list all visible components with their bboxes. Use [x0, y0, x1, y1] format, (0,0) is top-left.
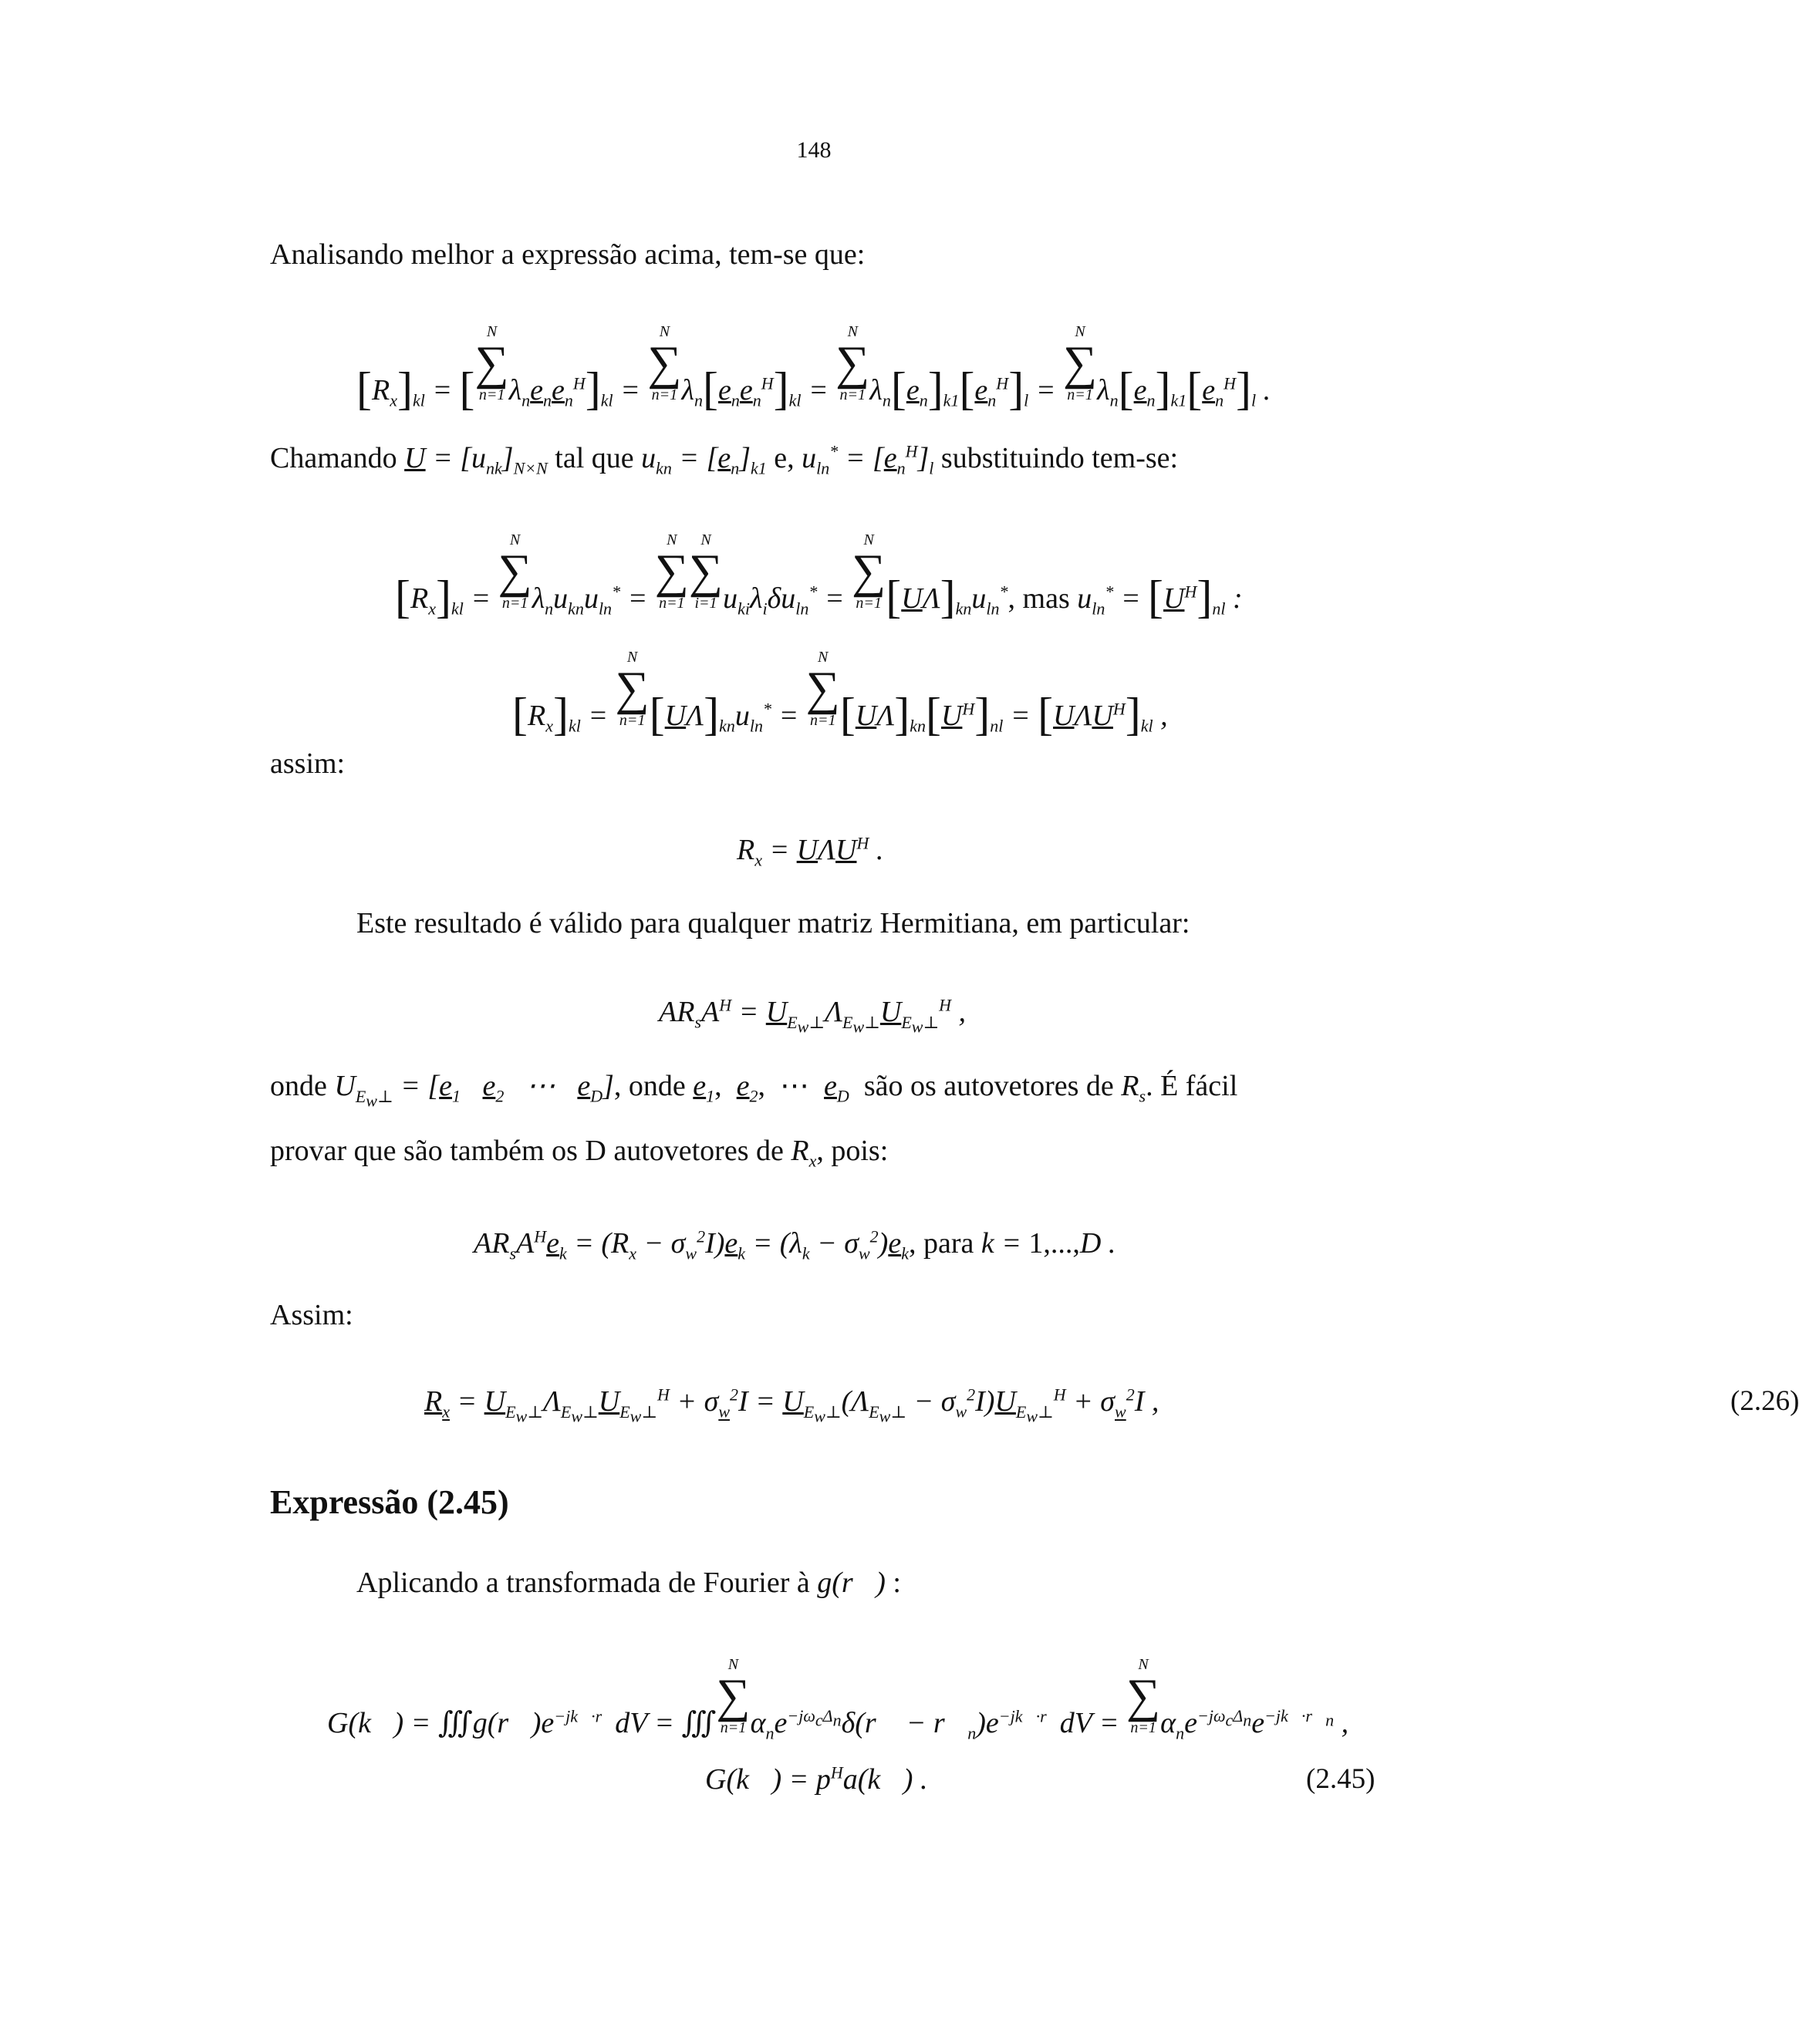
paragraph-assim-lower: assim: [270, 747, 346, 780]
paragraph-hermitiana: Este resultado é válido para qualquer matriz Hermitiana, em particular: [356, 907, 1190, 939]
page-number: 148 [796, 137, 832, 163]
paragraph-chamando: Chamando $U = [u_{nk}]_{N\times N}$ tal que $u_{kn} = [e_n]_{k1}$ e, $u_{ln}^* = [e_n^H]_l$ substituindo tem-se: [270, 441, 1179, 478]
text-tal-que: tal que [555, 442, 634, 474]
section-heading: Expressão (2.45) [270, 1483, 509, 1521]
equation-rx-uluh: $R_x = U\Lambda U^H$ . [737, 833, 884, 870]
text-mas: , mas [1008, 582, 1070, 615]
text-fourier: Aplicando a transformada de Fourier à [356, 1567, 810, 1599]
equation-2-45: G(k⃗) = $p^Ha(k⃗)$ . (2.45) [705, 1762, 1375, 1796]
paragraph-provar: provar que são também os D autovetores de $R_x$, pois: [270, 1135, 889, 1171]
text-onde-2: onde [628, 1070, 686, 1102]
paragraph-intro: Analisando melhor a expressão acima, tem-se que: [270, 238, 866, 271]
paragraph-onde: onde $U_{E_w\perp} = [e_1$ $e_2$ ⋯ $e_D$], onde $e_1$, $e_2$, ⋯ $e_D$ são os autovetores de $R_s$. É fácil [270, 1070, 1238, 1110]
text-facil: . É fácil [1146, 1070, 1238, 1102]
equation-rx-expansion: $[R_x]_{kl}$ = [ N ∑ n=1 $\lambda_ne_ne_n^H]_{kl}$ = N ∑ n=1 $\lambda_n[e_ne_n^H]_{kl}$ = N ∑ n=1 $\lambda_n[e_n]_{k1}[e_n^H]_l$ = N ∑ n=1 $\lambda_n[e_n]_{k1}[e_n^H]_l$ . [356, 323, 1271, 414]
equation-fourier-transform: G(k⃗) = $∭g(r⃗)e^{-jk⃗\cdot r⃗}dV$ = ∭ N ∑ n=1 $\alpha_ne^{-j\omega_c\Delta_n}\delta(r⃗$ − $r⃗_n)e^{-jk⃗\cdot r⃗}dV$ = N ∑ n=1 $\alpha_ne^{-j\omega_c\Delta_n}e^{-jk⃗\cdot r⃗_n}$ , [327, 1656, 1349, 1743]
equation-number-2-45: (2.45) [1306, 1763, 1375, 1795]
equation-rx-u-lambda: $[R_x]_{kl}$ = N ∑ n=1 $\lambda_nu_{kn}u_{ln}^*$ = N ∑ n=1 N ∑ i=1 $u_{ki}\lambda_i\delta u_{ln}^*$ = N ∑ n=1 $[U\Lambda]_{kn}u_{ln}^*$, mas $u_{ln}^* = [U^H]_{nl}$ : [395, 531, 1243, 622]
text-para: , para [908, 1227, 974, 1260]
paragraph-assim-upper: Assim: [270, 1299, 353, 1331]
text-autovetores: são os autovetores de [863, 1070, 1114, 1102]
text-pois: , pois: [816, 1135, 889, 1167]
equation-ars-ah: $AR_sA^H = U_{E_w\perp}\Lambda_{E_w\perp}U_{E_w\perp}^H$ , [659, 995, 967, 1036]
equation-eigen-relation: $AR_sA^He_k = (R_x - \sigma_w^2I)e_k = (\lambda_k - \sigma_w^2)e_k$, para k = 1,...,D . [474, 1226, 1116, 1263]
equation-rx-uluh-kl: $[R_x]_{kl}$ = N ∑ n=1 $[U\Lambda]_{kn}u_{ln}^*$ = N ∑ n=1 $[U\Lambda]_{kn}[U^H]_{nl} = [U\Lambda U^H]_{kl}$ , [512, 649, 1168, 740]
text-provar: provar que são também os D autovetores de [270, 1135, 784, 1167]
equation-2-26: $R_x = U_{E_w\perp}\Lambda_{E_w\perp}U_{E_w\perp}^H + \sigma_w^2I = U_{E_w\perp}(\Lambda_{E_w\perp} - \sigma_w^2I)U_{E_w\perp}^H + \sigma_w^2I$ , (2.26) [424, 1385, 1799, 1425]
text-chamando: Chamando [270, 442, 397, 474]
text-substituindo: substituindo tem-se: [940, 442, 1179, 474]
text-onde-1: onde [270, 1070, 327, 1102]
equation-number-2-26: (2.26) [1730, 1385, 1799, 1417]
paragraph-fourier: Aplicando a transformada de Fourier à g(r⃗) : [356, 1567, 901, 1599]
